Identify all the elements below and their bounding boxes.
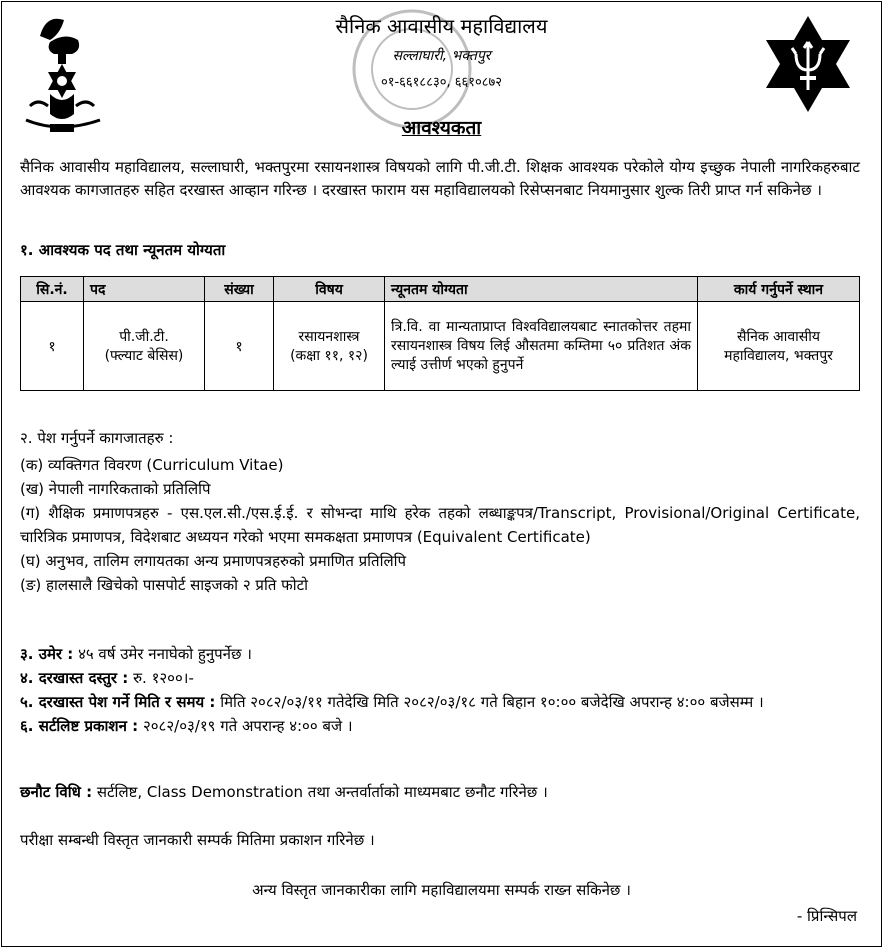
details-section (20, 642, 860, 738)
cell-sn: १ (21, 302, 84, 391)
cell-count: १ (205, 302, 274, 391)
col-header-sn: सि.नं. (21, 277, 84, 302)
col-header-qualification: न्यूनतम योग्यता (385, 277, 698, 302)
exam-info: परीक्षा सम्बन्धी विस्तृत जानकारी सम्पर्क मितिमा प्रकाशन गरिनेछ । (20, 831, 375, 849)
submission-label: ५. दरखास्त पेश गर्ने मिति र समय : (20, 693, 216, 711)
selection-method (20, 782, 860, 802)
cell-place (698, 302, 860, 391)
list-item: (ङ) हालसालै खिचेको पासपोर्ट साइजको २ प्रति फोटो (20, 576, 309, 594)
age-line (20, 642, 860, 666)
cell-place-line1: सैनिक आवासीय (737, 329, 820, 345)
table-row (21, 302, 860, 391)
intro-paragraph: सैनिक आवासीय महाविद्यालय, सल्लाघारी, भक्तपुरमा रसायनशास्त्र विषयको लागि पी.जी.टी. शिक्षक आवश्यक परेकोले योग्य इच्छुक नेपाली नागरिकहरुबाट आवश्यक कागजातहरु सहित दरखास्त आव्हान गरिन्छ । दरखास्त फाराम यस महाविद्यालयको रिसेप्सनबाट नियमानुसार शुल्क तिरी प्राप्त गर्न सकिनेछ । (20, 158, 860, 199)
list-item: (क) व्यक्तिगत विवरण (Curriculum Vitae) (20, 456, 284, 474)
submission-text: मिति २०८२/०३/११ गतेदेखि मिति २०८२/०३/१८ गते बिहान १०:०० बजेदेखि अपरान्ह ४:०० बजेसम्म । (220, 693, 764, 711)
contact-info: अन्य विस्तृत जानकारीका लागि महाविद्यालयमा सम्पर्क राख्न सकिनेछ । (252, 881, 631, 899)
age-label: ३. उमेर : (20, 645, 74, 663)
army-star-emblem-icon (762, 14, 854, 114)
selection-text: सर्टलिष्ट, Class Demonstration तथा अन्तर्वार्ताको माध्यमबाट छनौट गरिनेछ । (96, 783, 548, 801)
col-header-count: संख्या (205, 277, 274, 302)
documents-heading: २. पेश गर्नुपर्ने कागजातहरु : (20, 429, 174, 447)
notice-heading (2, 114, 881, 140)
cell-qualification: त्रि.वि. वा मान्यताप्राप्त विश्वविद्यालयबाट स्नातकोत्तर तहमा रसायनशास्त्र विषय लिई औसतमा कम्तिमा ५० प्रतिशत अंक ल्याई उत्तीर्ण भएको हुनुपर्ने (385, 302, 698, 391)
list-item: (घ) अनुभव, तालिम लगायतका अन्य प्रमाणपत्रहरुको प्रमाणित प्रतिलिपि (20, 552, 407, 570)
cell-subject-line2: (कक्षा ११, १२) (290, 348, 368, 364)
college-phone: ०१-६६१८८३०, ६६१०८७२ (380, 75, 503, 90)
signature: - प्रिन्सिपल (796, 907, 857, 925)
cell-post-line1: पी.जी.टी. (119, 329, 169, 345)
fee-line (20, 666, 860, 690)
submission-line (20, 690, 860, 714)
col-header-post: पद (84, 277, 205, 302)
cell-place-line2: महाविद्यालय, भक्तपुर (724, 348, 833, 364)
cell-post (84, 302, 205, 391)
age-text: ४५ वर्ष उमेर ननाघेको हुनुपर्नेछ । (78, 645, 252, 663)
section1-heading: १. आवश्यक पद तथा न्यूनतम योग्यता (20, 241, 226, 259)
selection-label: छनौट विधि : (20, 783, 93, 801)
shortlist-text: २०८२/०३/१९ गते अपरान्ह ४:०० बजे । (142, 717, 353, 735)
table-header-row (21, 277, 860, 302)
list-item: (ख) नेपाली नागरिकताको प्रतिलिपि (20, 480, 211, 498)
list-item: (ग) शैक्षिक प्रमाणपत्रहरु - एस.एल.सी./एस.ई.ई. र सोभन्दा माथि हरेक तहको लब्धाङ्कपत्र/Transcript, Provisional/Original Certificate, चारित्रिक प्रमाणपत्र, विदेशबाट अध्ययन गरेको भएमा समकक्षता प्रमाणपत्र (Equivalent Certificate) (20, 504, 860, 546)
cell-post-line2: (फ्ल्याट बेसिस) (104, 348, 184, 364)
notice-heading-text: आवश्यकता (401, 117, 482, 139)
fee-label: ४. दरखास्त दस्तुर : (20, 669, 129, 687)
college-title: सैनिक आवासीय महाविद्यालय (335, 14, 548, 38)
documents-section (20, 426, 860, 597)
cell-subject (274, 302, 385, 391)
fee-text: रु. १२००।- (133, 669, 194, 687)
col-header-subject: विषय (274, 277, 385, 302)
notice-page (1, 1, 882, 947)
col-header-place: कार्य गर्नुपर्ने स्थान (698, 277, 860, 302)
college-address: सल्लाघारी, भक्तपुर (392, 48, 491, 64)
shortlist-line (20, 714, 860, 738)
shortlist-label: ६. सर्टलिष्ट प्रकाशन : (20, 717, 139, 735)
requirements-table (20, 276, 860, 391)
cell-subject-line1: रसायनशास्त्र (298, 329, 360, 345)
